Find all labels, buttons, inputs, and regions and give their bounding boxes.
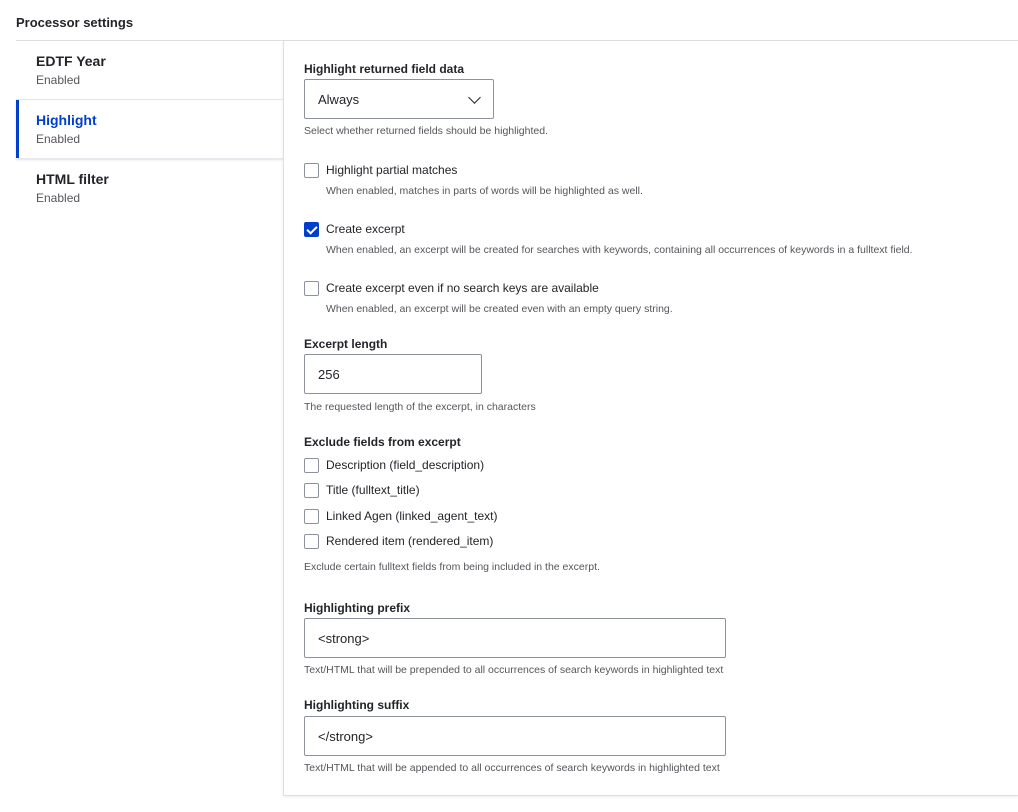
checkbox-label: Create excerpt even if no search keys are available	[326, 281, 599, 295]
exclude-field-linked-agent-checkbox[interactable]	[304, 509, 319, 524]
excerpt-always-description: When enabled, an excerpt will be created even with an empty query string.	[326, 303, 673, 315]
exclude-fields-label: Exclude fields from excerpt	[304, 435, 461, 449]
tab-edtf-year[interactable]	[16, 41, 283, 100]
highlighting-suffix-label: Highlighting suffix	[304, 698, 410, 712]
tab-title: HTML filter	[36, 171, 109, 187]
highlight-partial-checkbox-row[interactable]	[304, 162, 457, 178]
tab-title: Highlight	[36, 112, 97, 128]
highlight-returned-label: Highlight returned field data	[304, 62, 465, 76]
tab-highlight[interactable]	[16, 100, 283, 159]
highlight-partial-checkbox[interactable]	[304, 163, 319, 178]
create-excerpt-checkbox-row[interactable]	[304, 221, 405, 237]
excerpt-always-checkbox-row[interactable]	[304, 280, 599, 296]
create-excerpt-checkbox[interactable]	[304, 222, 319, 237]
checkbox-label: Title (fulltext_title)	[326, 483, 420, 497]
create-excerpt-description: When enabled, an excerpt will be created for searches with keywords, containing all occurrences of keywords in a fulltext field.	[326, 244, 913, 256]
checkbox-label: Linked Agen (linked_agent_text)	[326, 509, 498, 523]
highlighting-prefix-label: Highlighting prefix	[304, 601, 410, 615]
excerpt-always-checkbox[interactable]	[304, 281, 319, 296]
exclude-fields-description: Exclude certain fulltext fields from being included in the excerpt.	[304, 561, 600, 573]
exclude-field-description-row[interactable]	[304, 457, 484, 473]
tab-panel-highlight	[283, 41, 1018, 796]
tab-summary: Enabled	[36, 132, 81, 146]
checkbox-label: Highlight partial matches	[326, 163, 458, 177]
highlight-returned-description: Select whether returned fields should be highlighted.	[304, 125, 548, 137]
section-title: Processor settings	[16, 15, 134, 30]
highlighting-suffix-input[interactable]: </strong>	[304, 716, 726, 756]
exclude-field-rendered-item-row[interactable]	[304, 533, 493, 549]
vertical-tabs	[16, 41, 283, 218]
tab-title: EDTF Year	[36, 53, 106, 69]
exclude-field-title-checkbox[interactable]	[304, 483, 319, 498]
exclude-field-rendered-item-checkbox[interactable]	[304, 534, 319, 549]
tab-summary: Enabled	[36, 191, 81, 205]
checkbox-label: Rendered item (rendered_item)	[326, 534, 494, 548]
highlight-partial-description: When enabled, matches in parts of words will be highlighted as well.	[326, 185, 643, 197]
excerpt-length-input[interactable]: 256	[304, 354, 482, 394]
chevron-down-icon	[468, 91, 481, 104]
highlighting-prefix-input[interactable]: <strong>	[304, 618, 726, 658]
checkbox-label: Description (field_description)	[326, 458, 485, 472]
highlighting-prefix-description: Text/HTML that will be prepended to all occurrences of search keywords in highlighted text	[304, 664, 724, 676]
tab-summary: Enabled	[36, 73, 81, 87]
tab-html-filter[interactable]	[16, 159, 283, 218]
exclude-field-description-checkbox[interactable]	[304, 458, 319, 473]
select-value: Always	[318, 92, 360, 107]
highlighting-suffix-description: Text/HTML that will be appended to all occurrences of search keywords in highlighted text	[304, 762, 720, 774]
exclude-field-title-row[interactable]	[304, 482, 420, 498]
excerpt-length-label: Excerpt length	[304, 337, 388, 351]
checkbox-label: Create excerpt	[326, 222, 405, 236]
exclude-field-linked-agent-row[interactable]	[304, 508, 497, 524]
excerpt-length-description: The requested length of the excerpt, in characters	[304, 401, 536, 413]
highlight-returned-select[interactable]	[304, 79, 494, 119]
